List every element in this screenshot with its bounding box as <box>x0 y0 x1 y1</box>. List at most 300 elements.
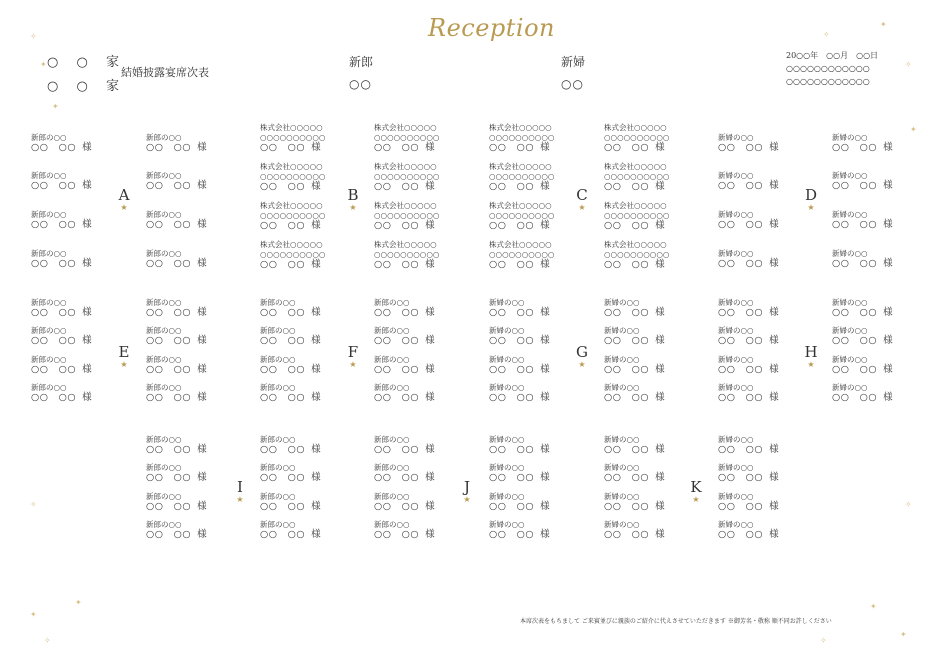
guest-entry <box>718 520 800 540</box>
guest-honorific: 様 <box>82 392 93 403</box>
guest-name-line <box>832 259 914 269</box>
guest-name-line <box>832 308 914 318</box>
guest-honorific: 様 <box>883 180 894 191</box>
guest-name-line <box>604 308 686 318</box>
guest-relation: 新婦の○○ <box>489 326 525 335</box>
guest-name: ○○ ○○ <box>604 220 650 231</box>
guest-honorific: 様 <box>655 392 666 403</box>
guest-honorific: 様 <box>197 444 208 455</box>
guest-honorific: 様 <box>197 335 208 346</box>
guest-name-line <box>146 502 228 512</box>
guest-relation: 新郎の○○ <box>31 383 67 392</box>
guest-relation: 新婦の○○ <box>718 171 754 180</box>
guest-name-line <box>260 221 342 231</box>
guest-entry <box>31 171 113 191</box>
guest-name: ○○ ○○ <box>260 364 306 375</box>
guest-relation: 新郎の○○ <box>146 326 182 335</box>
guest-honorific: 様 <box>540 142 551 153</box>
guest-entry <box>832 383 914 403</box>
guest-honorific: 様 <box>883 392 894 403</box>
guest-name: ○○ ○○ <box>31 180 77 191</box>
guest-name: ○○ ○○ <box>489 364 535 375</box>
guest-name: ○○ ○○ <box>146 335 192 346</box>
guest-name-line <box>604 182 686 192</box>
guest-honorific: 様 <box>769 219 780 230</box>
guest-name: ○○ ○○ <box>489 142 535 153</box>
guest-company: 株式会社○○○○○ <box>489 123 552 132</box>
guest-honorific: 様 <box>425 472 436 483</box>
guest-relation: 新郎の○○ <box>374 463 410 472</box>
guest-relation: 新婦の○○ <box>718 326 754 335</box>
guest-honorific: 様 <box>311 364 322 375</box>
guest-honorific: 様 <box>311 472 322 483</box>
guest-name: ○○ ○○ <box>832 142 878 153</box>
guest-relation: 新婦の○○ <box>604 326 640 335</box>
guest-relation: 新婦の○○ <box>718 435 754 444</box>
doc-title: 結婚披露宴席次表 <box>121 66 209 79</box>
guest-relation: 新郎の○○ <box>374 520 410 529</box>
guest-honorific: 様 <box>311 307 322 318</box>
guest-honorific: 様 <box>311 529 322 540</box>
guest-honorific: 様 <box>82 364 93 375</box>
guest-relation: 新婦の○○ <box>489 298 525 307</box>
guest-name-line <box>374 143 456 153</box>
guest-name: ○○ ○○ <box>146 472 192 483</box>
guest-name-line <box>718 220 800 230</box>
guest-honorific: 様 <box>197 392 208 403</box>
guest-company: 株式会社○○○○○ <box>604 162 667 171</box>
guest-name-line <box>604 530 686 540</box>
guest-honorific: 様 <box>311 392 322 403</box>
guest-relation: 新婦の○○ <box>718 383 754 392</box>
guest-entry <box>832 355 914 375</box>
guest-company: 株式会社○○○○○ <box>604 240 667 249</box>
guest-honorific: 様 <box>769 335 780 346</box>
guest-entry <box>489 355 571 375</box>
guest-name: ○○ ○○ <box>146 364 192 375</box>
guest-name-line <box>374 308 456 318</box>
reception-script-title: Reception <box>428 14 556 42</box>
groom-name: ○○ <box>349 77 372 91</box>
guest-honorific: 様 <box>769 392 780 403</box>
guest-company-detail: ○○○○○○○○○○ <box>260 133 326 142</box>
guest-name: ○○ ○○ <box>604 444 650 455</box>
guest-entry <box>718 298 800 318</box>
guest-entry <box>604 326 686 346</box>
guest-entry <box>832 298 914 318</box>
guest-name: ○○ ○○ <box>604 335 650 346</box>
guest-honorific: 様 <box>540 444 551 455</box>
guest-name: ○○ ○○ <box>604 501 650 512</box>
table-k-label: K <box>690 478 702 496</box>
guest-relation: 新婦の○○ <box>832 171 868 180</box>
guest-honorific: 様 <box>655 220 666 231</box>
guest-name: ○○ ○○ <box>146 501 192 512</box>
guest-name: ○○ ○○ <box>489 501 535 512</box>
guest-name: ○○ ○○ <box>832 219 878 230</box>
sparkle-icon: ✦ <box>870 602 877 611</box>
guest-relation: 新郎の○○ <box>31 298 67 307</box>
guest-honorific: 様 <box>540 529 551 540</box>
guest-name-line <box>718 530 800 540</box>
guest-name: ○○ ○○ <box>718 392 764 403</box>
guest-name-line <box>374 530 456 540</box>
guest-honorific: 様 <box>425 307 436 318</box>
guest-relation: 新郎の○○ <box>31 133 67 142</box>
guest-name: ○○ ○○ <box>374 529 420 540</box>
guest-name: ○○ ○○ <box>31 219 77 230</box>
guest-name-line <box>718 502 800 512</box>
table-a-label: A <box>118 186 130 204</box>
guest-relation: 新婦の○○ <box>604 355 640 364</box>
guest-relation: 新婦の○○ <box>489 355 525 364</box>
guest-honorific: 様 <box>655 259 666 270</box>
guest-relation: 新婦の○○ <box>832 210 868 219</box>
guest-entry <box>146 249 228 269</box>
guest-entry <box>374 355 456 375</box>
guest-relation: 新郎の○○ <box>374 383 410 392</box>
guest-relation: 新婦の○○ <box>489 383 525 392</box>
guest-name-line <box>374 473 456 483</box>
guest-entry <box>374 162 456 192</box>
guest-name-line <box>489 143 571 153</box>
family-name-1: ○ ○ 家 <box>47 55 126 70</box>
guest-relation: 新婦の○○ <box>489 520 525 529</box>
guest-entry <box>146 210 228 230</box>
guest-honorific: 様 <box>425 335 436 346</box>
guest-name-line <box>489 473 571 483</box>
sparkle-icon: ✧ <box>44 636 51 645</box>
guest-honorific: 様 <box>425 220 436 231</box>
guest-company: 株式会社○○○○○ <box>604 201 667 210</box>
guest-name: ○○ ○○ <box>31 364 77 375</box>
guest-company-detail: ○○○○○○○○○○ <box>604 133 670 142</box>
guest-name: ○○ ○○ <box>260 307 306 318</box>
sparkle-icon: ✦ <box>910 125 917 134</box>
guest-name-line <box>31 365 113 375</box>
guest-name-line <box>31 220 113 230</box>
guest-name-line <box>489 182 571 192</box>
guest-relation: 新郎の○○ <box>374 355 410 364</box>
guest-honorific: 様 <box>197 142 208 153</box>
guest-name: ○○ ○○ <box>260 259 306 270</box>
guest-name-line <box>146 530 228 540</box>
guest-name-line <box>718 365 800 375</box>
guest-name: ○○ ○○ <box>718 529 764 540</box>
guest-relation: 新婦の○○ <box>832 326 868 335</box>
guest-name-line <box>260 308 342 318</box>
guest-entry <box>489 201 571 231</box>
guest-entry <box>260 326 342 346</box>
guest-honorific: 様 <box>655 181 666 192</box>
guest-entry <box>718 210 800 230</box>
guest-honorific: 様 <box>82 258 93 269</box>
guest-honorific: 様 <box>197 364 208 375</box>
guest-name: ○○ ○○ <box>146 444 192 455</box>
guest-entry <box>260 435 342 455</box>
sparkle-icon: ✦ <box>75 598 82 607</box>
guest-name: ○○ ○○ <box>374 220 420 231</box>
guest-name-line <box>489 393 571 403</box>
guest-honorific: 様 <box>82 219 93 230</box>
guest-relation: 新郎の○○ <box>146 210 182 219</box>
guest-name: ○○ ○○ <box>374 181 420 192</box>
guest-honorific: 様 <box>655 444 666 455</box>
guest-name-line <box>489 365 571 375</box>
guest-honorific: 様 <box>425 181 436 192</box>
guest-name: ○○ ○○ <box>489 392 535 403</box>
guest-name-line <box>718 393 800 403</box>
guest-entry <box>374 520 456 540</box>
guest-honorific: 様 <box>197 180 208 191</box>
guest-name: ○○ ○○ <box>260 529 306 540</box>
star-icon: ★ <box>236 495 244 504</box>
guest-entry <box>489 123 571 153</box>
guest-name-line <box>374 336 456 346</box>
guest-name: ○○ ○○ <box>604 259 650 270</box>
guest-relation: 新郎の○○ <box>260 435 296 444</box>
guest-name: ○○ ○○ <box>489 259 535 270</box>
guest-entry <box>146 492 228 512</box>
star-icon: ★ <box>578 360 586 369</box>
guest-relation: 新郎の○○ <box>374 298 410 307</box>
guest-honorific: 様 <box>197 258 208 269</box>
guest-entry <box>604 463 686 483</box>
guest-name: ○○ ○○ <box>718 142 764 153</box>
guest-honorific: 様 <box>769 501 780 512</box>
guest-name-line <box>832 393 914 403</box>
guest-honorific: 様 <box>883 142 894 153</box>
guest-entry <box>146 383 228 403</box>
guest-entry <box>832 133 914 153</box>
guest-honorific: 様 <box>655 335 666 346</box>
guest-name: ○○ ○○ <box>832 364 878 375</box>
guest-relation: 新婦の○○ <box>718 249 754 258</box>
guest-name: ○○ ○○ <box>31 307 77 318</box>
guest-entry <box>260 201 342 231</box>
guest-relation: 新郎の○○ <box>260 520 296 529</box>
guest-entry <box>374 123 456 153</box>
sparkle-icon: ✧ <box>905 60 912 69</box>
guest-name-line <box>604 143 686 153</box>
guest-name-line <box>374 445 456 455</box>
guest-name-line <box>718 308 800 318</box>
guest-name-line <box>31 393 113 403</box>
guest-honorific: 様 <box>311 335 322 346</box>
guest-name: ○○ ○○ <box>374 259 420 270</box>
guest-name: ○○ ○○ <box>374 501 420 512</box>
guest-name: ○○ ○○ <box>146 180 192 191</box>
guest-honorific: 様 <box>197 472 208 483</box>
guest-name-line <box>260 393 342 403</box>
guest-entry <box>489 240 571 270</box>
sparkle-icon: ✧ <box>30 500 37 509</box>
guest-entry <box>31 249 113 269</box>
guest-name: ○○ ○○ <box>604 307 650 318</box>
sparkle-icon: ✦ <box>52 102 59 111</box>
guest-honorific: 様 <box>425 259 436 270</box>
guest-entry <box>146 435 228 455</box>
star-icon: ★ <box>807 203 815 212</box>
guest-name: ○○ ○○ <box>489 472 535 483</box>
guest-entry <box>260 355 342 375</box>
guest-name-line <box>718 181 800 191</box>
guest-relation: 新婦の○○ <box>832 133 868 142</box>
guest-name: ○○ ○○ <box>260 181 306 192</box>
guest-entry <box>31 133 113 153</box>
guest-relation: 新婦の○○ <box>489 463 525 472</box>
table-g-label: G <box>576 343 588 361</box>
guest-honorific: 様 <box>311 501 322 512</box>
guest-name: ○○ ○○ <box>832 307 878 318</box>
guest-name-line <box>31 181 113 191</box>
guest-name-line <box>146 181 228 191</box>
guest-relation: 新郎の○○ <box>146 520 182 529</box>
guest-company-detail: ○○○○○○○○○○ <box>374 250 440 259</box>
guest-relation: 新婦の○○ <box>718 133 754 142</box>
guest-name-line <box>260 530 342 540</box>
star-icon: ★ <box>120 360 128 369</box>
venue-line-1: ○○○○○○○○○○○○ <box>786 64 870 73</box>
guest-name: ○○ ○○ <box>489 444 535 455</box>
guest-relation: 新郎の○○ <box>260 492 296 501</box>
guest-honorific: 様 <box>82 307 93 318</box>
guest-name-line <box>832 220 914 230</box>
guest-name-line <box>260 502 342 512</box>
guest-honorific: 様 <box>769 180 780 191</box>
guest-entry <box>374 492 456 512</box>
guest-name: ○○ ○○ <box>374 444 420 455</box>
guest-name-line <box>604 393 686 403</box>
guest-entry <box>604 355 686 375</box>
guest-name-line <box>260 445 342 455</box>
guest-name: ○○ ○○ <box>489 181 535 192</box>
guest-company: 株式会社○○○○○ <box>374 240 437 249</box>
table-b-label: B <box>347 186 359 204</box>
guest-honorific: 様 <box>883 258 894 269</box>
guest-name-line <box>260 473 342 483</box>
star-icon: ★ <box>692 495 700 504</box>
guest-entry <box>260 240 342 270</box>
guest-name: ○○ ○○ <box>832 180 878 191</box>
guest-honorific: 様 <box>769 472 780 483</box>
guest-name-line <box>718 445 800 455</box>
guest-name: ○○ ○○ <box>260 472 306 483</box>
guest-entry <box>604 492 686 512</box>
guest-entry <box>604 520 686 540</box>
guest-company-detail: ○○○○○○○○○○ <box>260 250 326 259</box>
guest-honorific: 様 <box>540 364 551 375</box>
guest-honorific: 様 <box>311 259 322 270</box>
guest-relation: 新郎の○○ <box>146 383 182 392</box>
guest-entry <box>718 463 800 483</box>
guest-name: ○○ ○○ <box>374 142 420 153</box>
guest-relation: 新婦の○○ <box>832 383 868 392</box>
guest-name-line <box>489 445 571 455</box>
guest-name-line <box>718 473 800 483</box>
guest-honorific: 様 <box>197 307 208 318</box>
guest-name: ○○ ○○ <box>260 444 306 455</box>
guest-company: 株式会社○○○○○ <box>374 201 437 210</box>
bride-label: 新婦 <box>561 55 586 69</box>
guest-company-detail: ○○○○○○○○○○ <box>374 172 440 181</box>
guest-entry <box>489 492 571 512</box>
guest-entry <box>374 463 456 483</box>
guest-name: ○○ ○○ <box>374 307 420 318</box>
guest-relation: 新郎の○○ <box>31 326 67 335</box>
guest-company-detail: ○○○○○○○○○○ <box>489 172 555 181</box>
guest-entry <box>146 463 228 483</box>
sparkle-icon: ✦ <box>40 60 47 69</box>
guest-relation: 新郎の○○ <box>146 492 182 501</box>
guest-entry <box>374 298 456 318</box>
guest-name: ○○ ○○ <box>489 335 535 346</box>
guest-name-line <box>718 259 800 269</box>
guest-name-line <box>604 221 686 231</box>
guest-company: 株式会社○○○○○ <box>604 123 667 132</box>
guest-relation: 新婦の○○ <box>489 435 525 444</box>
guest-honorific: 様 <box>769 529 780 540</box>
wedding-date: 20○○年 ○○月 ○○日 <box>786 51 879 60</box>
guest-name: ○○ ○○ <box>146 392 192 403</box>
guest-name: ○○ ○○ <box>260 142 306 153</box>
sparkle-icon: ✧ <box>823 30 830 39</box>
guest-relation: 新郎の○○ <box>31 249 67 258</box>
guest-name-line <box>260 143 342 153</box>
guest-entry <box>260 492 342 512</box>
guest-entry <box>489 435 571 455</box>
guest-relation: 新婦の○○ <box>718 520 754 529</box>
guest-relation: 新郎の○○ <box>146 249 182 258</box>
guest-honorific: 様 <box>82 142 93 153</box>
guest-company-detail: ○○○○○○○○○○ <box>374 211 440 220</box>
guest-relation: 新婦の○○ <box>718 355 754 364</box>
guest-relation: 新婦の○○ <box>604 298 640 307</box>
guest-name-line <box>832 143 914 153</box>
guest-entry <box>718 133 800 153</box>
guest-entry <box>489 162 571 192</box>
guest-company-detail: ○○○○○○○○○○ <box>260 211 326 220</box>
guest-relation: 新郎の○○ <box>260 463 296 472</box>
guest-name: ○○ ○○ <box>374 472 420 483</box>
guest-entry <box>832 210 914 230</box>
guest-entry <box>374 201 456 231</box>
guest-entry <box>832 171 914 191</box>
star-icon: ★ <box>120 203 128 212</box>
guest-name-line <box>146 336 228 346</box>
guest-entry <box>489 463 571 483</box>
guest-name: ○○ ○○ <box>604 181 650 192</box>
guest-entry <box>31 298 113 318</box>
guest-name-line <box>146 473 228 483</box>
table-h-label: H <box>804 343 818 361</box>
guest-name-line <box>489 336 571 346</box>
guest-honorific: 様 <box>655 364 666 375</box>
guest-relation: 新郎の○○ <box>146 171 182 180</box>
guest-honorific: 様 <box>655 307 666 318</box>
guest-entry <box>489 326 571 346</box>
guest-relation: 新婦の○○ <box>604 492 640 501</box>
guest-company-detail: ○○○○○○○○○○ <box>489 133 555 142</box>
footer-note: 本席次表をもちまして ご来賓並びに親族のご紹介に代えさせていただきます ※御芳名・敬称 順不同お許しください <box>520 618 832 625</box>
guest-honorific: 様 <box>540 220 551 231</box>
guest-name-line <box>31 259 113 269</box>
family-name-2: ○ ○ 家 <box>47 79 126 94</box>
guest-company-detail: ○○○○○○○○○○ <box>604 211 670 220</box>
guest-honorific: 様 <box>197 501 208 512</box>
sparkle-icon: ✧ <box>820 636 827 645</box>
guest-entry <box>718 171 800 191</box>
